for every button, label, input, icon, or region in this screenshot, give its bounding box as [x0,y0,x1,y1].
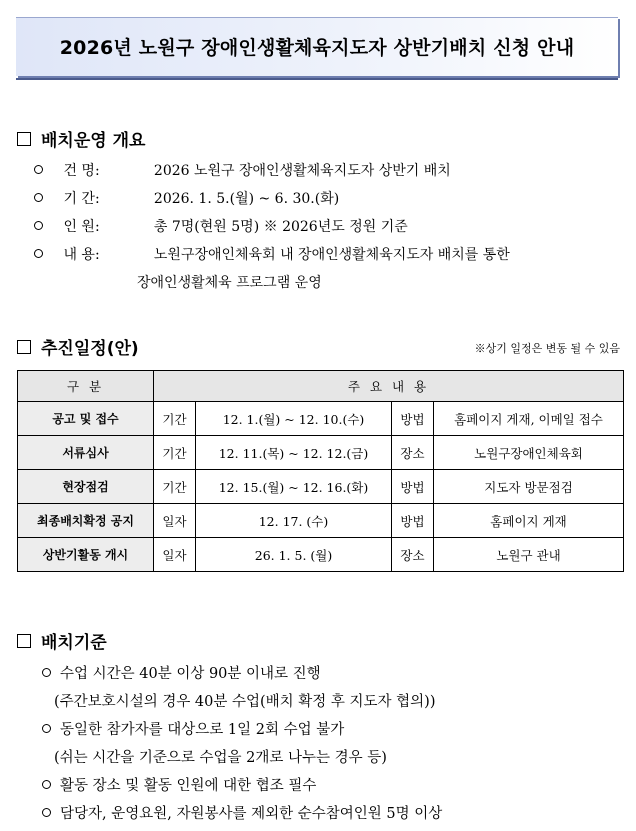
criteria-subtext: (쉬는 시간을 기준으로 수업을 2개로 나누는 경우 등) [54,750,387,766]
overview-item-content-line2: 장애인생활체육 프로그램 운영 [137,275,322,291]
header-contents: 주 요 내 용 [154,371,624,402]
row-key1: 일자 [154,504,196,538]
row-value1: 12. 1.(월) ~ 12. 10.(수) [196,402,392,436]
overview-item-staff [34,216,408,236]
section-overview-heading [17,126,145,151]
title-banner [16,17,618,76]
table-header-row [18,371,624,402]
item-label: 인 원: [63,219,100,235]
item-label: 기 간: [63,191,100,207]
criteria-text: 활동 장소 및 활동 인원에 대한 협조 필수 [60,778,317,794]
overview-item-period [34,188,339,208]
section-schedule-heading [17,334,139,359]
row-value2: 홈페이지 게재 [434,504,624,538]
header-category: 구 분 [18,371,154,402]
criteria-subtext: (주간보호시설의 경우 40분 수업(배치 확정 후 지도자 협의)) [54,694,436,710]
row-value2: 노원구 관내 [434,538,624,572]
table-row [18,470,624,504]
checkbox-icon [17,340,31,354]
row-value1: 26. 1. 5. (월) [196,538,392,572]
checkbox-icon [17,132,31,146]
circle-bullet-icon [34,193,43,202]
schedule-note: ※상기 일정은 변동 될 수 있음 [474,342,620,355]
row-name: 상반기활동 개시 [18,538,154,572]
section-title: 추진일정(안) [41,339,139,359]
row-value2: 노원구장애인체육회 [434,436,624,470]
row-value1: 12. 17. (수) [196,504,392,538]
criteria-text: 수업 시간은 40분 이상 90분 이내로 진행 [60,666,321,682]
row-key2: 장소 [392,436,434,470]
row-key1: 일자 [154,538,196,572]
table-row [18,538,624,572]
row-key2: 방법 [392,504,434,538]
table-row [18,504,624,538]
row-value2: 홈페이지 게재, 이메일 접수 [434,402,624,436]
row-value1: 12. 11.(목) ~ 12. 12.(금) [196,436,392,470]
row-key2: 방법 [392,470,434,504]
row-value2: 지도자 방문점검 [434,470,624,504]
circle-bullet-icon [42,668,51,677]
criteria-text: 동일한 참가자를 대상으로 1일 2회 수업 불가 [60,722,345,738]
row-name: 공고 및 접수 [18,402,154,436]
checkbox-icon [17,634,31,648]
criteria-item [42,662,321,683]
criteria-item [42,802,442,823]
row-key1: 기간 [154,402,196,436]
section-title: 배치기준 [41,633,107,653]
circle-bullet-icon [42,780,51,789]
overview-item-content [34,244,510,264]
section-title: 배치운영 개요 [41,131,146,151]
row-name: 서류심사 [18,436,154,470]
criteria-item [42,774,316,795]
circle-bullet-icon [34,249,43,258]
page-title: 2026년 노원구 장애인생활체육지도자 상반기배치 신청 안내 [59,37,575,59]
circle-bullet-icon [34,165,43,174]
item-label: 건 명: [63,163,100,179]
row-value1: 12. 15.(월) ~ 12. 16.(화) [196,470,392,504]
criteria-text: 담당자, 운영요원, 자원봉사를 제외한 순수참여인원 5명 이상 [60,806,443,822]
circle-bullet-icon [42,724,51,733]
schedule-table [17,370,624,572]
criteria-item [42,718,344,739]
table-row [18,402,624,436]
row-name: 최종배치확정 공지 [18,504,154,538]
item-value: 총 7명(현원 5명) ※ 2026년도 정원 기준 [153,219,408,235]
row-key2: 장소 [392,538,434,572]
item-value: 2026 노원구 장애인생활체육지도자 상반기 배치 [153,163,451,179]
item-label: 내 용: [63,247,100,263]
table-row [18,436,624,470]
row-key1: 기간 [154,436,196,470]
circle-bullet-icon [34,221,43,230]
item-value: 2026. 1. 5.(월) ~ 6. 30.(화) [153,191,340,207]
overview-item-name [34,160,451,180]
row-key2: 방법 [392,402,434,436]
row-name: 현장점검 [18,470,154,504]
row-key1: 기간 [154,470,196,504]
circle-bullet-icon [42,808,51,817]
section-criteria-heading [17,628,107,653]
item-value: 노원구장애인체육회 내 장애인생활체육지도자 배치를 통한 [153,247,510,263]
